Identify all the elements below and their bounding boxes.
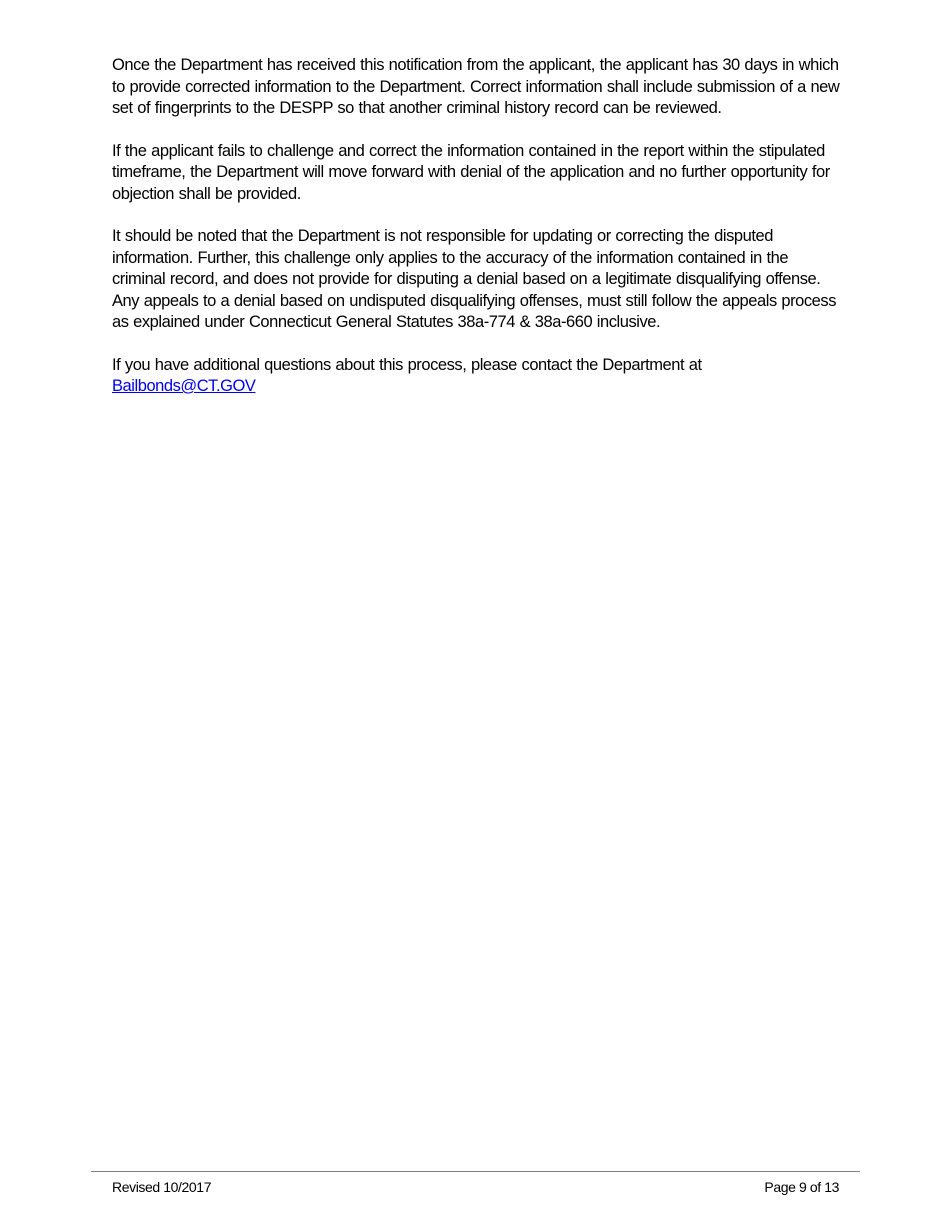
paragraph-contact: [112, 355, 842, 398]
page-number: Page 9 of 13: [764, 1179, 839, 1195]
paragraph-text: If the applicant fails to challenge and correct the information contained in the report within the stipulated timeframe, the Department will move forward with denial of the application and no further opportunity for objection shall be provided.: [112, 141, 830, 203]
paragraph-text: It should be noted that the Department is not responsible for updating or correcting the disputed information. Further, this challenge only applies to the accuracy of the information contained in the criminal record, and does not provide for disputing a denial based on a legitimate disqualifying offense. Any appeals to a denial based on undisputed disqualifying offenses, must still follow the appeals process as explained under Connecticut General Statutes 38a-774 & 38a-660 inclusive.: [112, 227, 837, 331]
paragraph-department-responsibility: [112, 226, 842, 334]
contact-text: If you have additional questions about this process, please contact the Department at: [112, 355, 702, 374]
footer-divider: [91, 1171, 860, 1172]
revised-date: Revised 10/2017: [112, 1179, 212, 1195]
page-body: [112, 55, 842, 419]
paragraph-failure-to-challenge: [112, 141, 842, 206]
paragraph-text: Once the Department has received this notification from the applicant, the applicant has 30 days in which to provide corrected information to the Department. Correct information shall include submission of a new set of fingerprints to the DESPP so that another criminal history record can be reviewed.: [112, 56, 840, 117]
page-footer: [112, 1178, 839, 1196]
email-link[interactable]: Bailbonds@CT.GOV: [112, 377, 256, 395]
paragraph-correction-period: [112, 55, 842, 120]
